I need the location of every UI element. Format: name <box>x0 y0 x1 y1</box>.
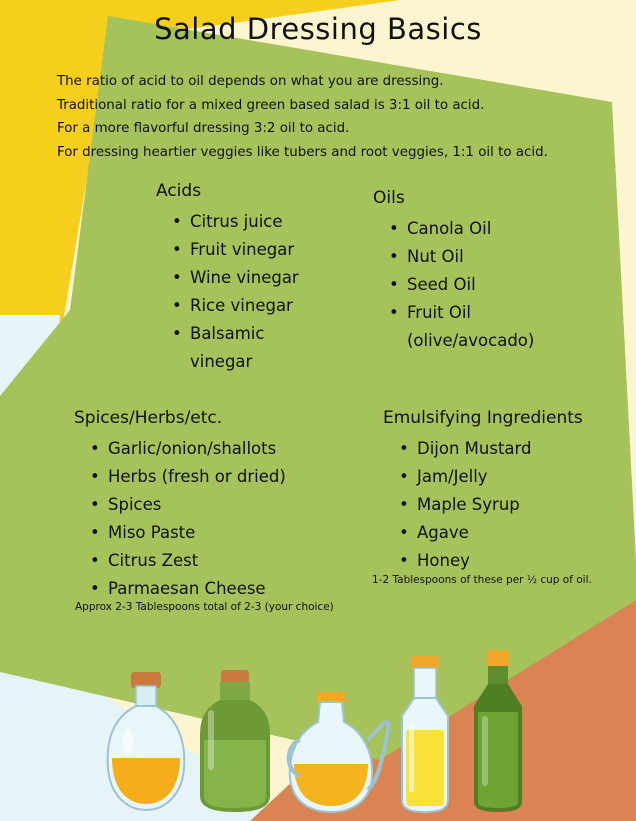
list-item: • Spices <box>74 491 334 519</box>
list-item: • Nut Oil <box>373 243 573 271</box>
pitcher-icon <box>289 692 389 812</box>
list-item: • Miso Paste <box>74 519 334 547</box>
list-item: • Herbs (fresh or dried) <box>74 463 334 491</box>
spices-heading: Spices/Herbs/etc. <box>74 408 223 428</box>
intro-line: For dressing heartier veggies like tubers and root veggies, 1:1 oil to acid. <box>57 144 548 160</box>
emulsifying-heading: Emulsifying Ingredients <box>383 408 583 428</box>
wine-bottle-icon <box>474 650 522 812</box>
list-item: • Fruit vinegar <box>156 236 326 264</box>
list-item: • Fruit Oil (olive/avocado) <box>373 299 527 355</box>
list-item: • Maple Syrup <box>383 491 603 519</box>
list-item: • Honey <box>383 547 603 575</box>
intro-line: For a more flavorful dressing 3:2 oil to acid. <box>57 121 350 136</box>
list-item: • Citrus juice <box>156 208 326 236</box>
list-item: • Balsamic vinegar <box>156 320 280 376</box>
spices-note: Approx 2-3 Tablespoons total of 2-3 (your choice) <box>75 601 334 613</box>
list-item: • Dijon Mustard <box>383 435 603 463</box>
intro-line: The ratio of acid to oil depends on what you are dressing. <box>57 74 444 89</box>
list-item: • Parmaesan Cheese <box>74 575 334 603</box>
list-item: • Agave <box>383 519 603 547</box>
oils-heading: Oils <box>373 188 405 208</box>
emulsifying-note: 1-2 Tablespoons of these per ½ cup of oil. <box>372 574 592 586</box>
acids-heading: Acids <box>156 181 202 201</box>
oil-bottle-icon <box>108 672 185 810</box>
page-title: Salad Dressing Basics <box>154 12 482 46</box>
tall-bottle-icon <box>402 656 448 812</box>
list-item: • Jam/Jelly <box>383 463 603 491</box>
list-item: • Seed Oil <box>373 271 573 299</box>
list-item: • Citrus Zest <box>74 547 334 575</box>
intro-line: Traditional ratio for a mixed green based salad is 3:1 oil to acid. <box>57 97 485 113</box>
list-item: • Rice vinegar <box>156 292 326 320</box>
list-item: • Canola Oil <box>373 215 573 243</box>
olive-oil-jar-icon <box>200 670 270 812</box>
list-item: • Wine vinegar <box>156 264 326 292</box>
list-item: • Garlic/onion/shallots <box>74 435 334 463</box>
